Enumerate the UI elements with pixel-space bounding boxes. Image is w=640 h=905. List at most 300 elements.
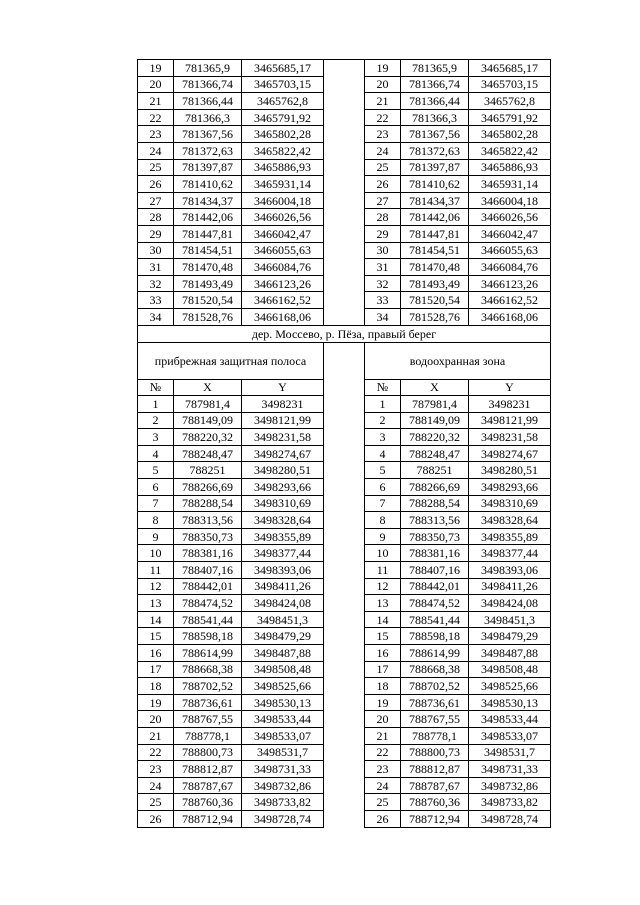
left-point-number: 4 xyxy=(138,445,174,462)
right-header-number: № xyxy=(365,379,401,396)
table-row xyxy=(138,761,551,778)
right-coord-y: 3465762,8 xyxy=(469,93,551,110)
right-coord-x: 788350,73 xyxy=(401,528,469,545)
left-coord-x: 788787,67 xyxy=(174,777,242,794)
column-gap xyxy=(324,429,365,446)
column-gap xyxy=(324,396,365,413)
right-coord-x: 788668,38 xyxy=(401,661,469,678)
right-coord-y: 3498310,69 xyxy=(469,495,551,512)
right-point-number: 27 xyxy=(365,192,401,209)
column-gap xyxy=(324,479,365,496)
column-gap xyxy=(324,794,365,811)
left-coord-x: 788149,09 xyxy=(174,412,242,429)
left-coord-x: 781528,76 xyxy=(174,308,242,325)
column-gap xyxy=(324,678,365,695)
right-coord-y: 3498728,74 xyxy=(469,810,551,827)
left-point-number: 22 xyxy=(138,109,174,126)
left-coord-y: 3498328,64 xyxy=(242,512,324,529)
right-point-number: 3 xyxy=(365,429,401,446)
column-gap xyxy=(324,242,365,259)
column-gap xyxy=(324,628,365,645)
column-gap xyxy=(324,259,365,276)
right-point-number: 19 xyxy=(365,694,401,711)
right-coord-x: 781470,48 xyxy=(401,259,469,276)
left-coord-x: 788313,56 xyxy=(174,512,242,529)
right-point-number: 9 xyxy=(365,528,401,545)
left-coord-y: 3466042,47 xyxy=(242,225,324,242)
right-point-number: 1 xyxy=(365,396,401,413)
table-row xyxy=(138,578,551,595)
left-coord-x: 788812,87 xyxy=(174,761,242,778)
table-row xyxy=(138,412,551,429)
column-gap xyxy=(324,342,365,379)
right-coord-x: 788407,16 xyxy=(401,562,469,579)
left-coord-x: 781447,81 xyxy=(174,225,242,242)
left-coord-y: 3498732,86 xyxy=(242,777,324,794)
table-row xyxy=(138,611,551,628)
left-point-number: 28 xyxy=(138,209,174,226)
column-gap xyxy=(324,462,365,479)
right-header-x: X xyxy=(401,379,469,396)
right-point-number: 23 xyxy=(365,761,401,778)
left-point-number: 24 xyxy=(138,777,174,794)
right-point-number: 22 xyxy=(365,109,401,126)
right-header-y: Y xyxy=(469,379,551,396)
section-title: дер. Моссево, р. Пёза, правый берег xyxy=(138,325,551,342)
left-header-y: Y xyxy=(242,379,324,396)
right-coord-y: 3498377,44 xyxy=(469,545,551,562)
left-coord-y: 3498310,69 xyxy=(242,495,324,512)
table-row xyxy=(138,678,551,695)
column-gap xyxy=(324,495,365,512)
right-point-number: 14 xyxy=(365,611,401,628)
left-point-number: 26 xyxy=(138,176,174,193)
right-coord-x: 781367,56 xyxy=(401,126,469,143)
table-row xyxy=(138,308,551,325)
right-coord-x: 788800,73 xyxy=(401,744,469,761)
left-coord-y: 3466026,56 xyxy=(242,209,324,226)
left-coord-y: 3498121,99 xyxy=(242,412,324,429)
right-point-number: 2 xyxy=(365,412,401,429)
table-row xyxy=(138,528,551,545)
column-gap xyxy=(324,761,365,778)
right-coord-x: 788474,52 xyxy=(401,595,469,612)
left-coord-x: 788474,52 xyxy=(174,595,242,612)
left-coord-x: 781397,87 xyxy=(174,159,242,176)
left-coord-y: 3498293,66 xyxy=(242,479,324,496)
left-coord-x: 781372,63 xyxy=(174,142,242,159)
right-point-number: 7 xyxy=(365,495,401,512)
right-coord-y: 3466004,18 xyxy=(469,192,551,209)
left-coord-x: 788800,73 xyxy=(174,744,242,761)
column-gap xyxy=(324,209,365,226)
table-row xyxy=(138,810,551,827)
right-coord-x: 788288,54 xyxy=(401,495,469,512)
left-coord-x: 781367,56 xyxy=(174,126,242,143)
column-gap xyxy=(324,810,365,827)
left-point-number: 21 xyxy=(138,93,174,110)
left-coord-x: 781434,37 xyxy=(174,192,242,209)
left-point-number: 18 xyxy=(138,678,174,695)
right-coord-x: 781493,49 xyxy=(401,275,469,292)
left-point-number: 13 xyxy=(138,595,174,612)
left-coord-x: 781366,74 xyxy=(174,76,242,93)
right-coord-y: 3498508,48 xyxy=(469,661,551,678)
column-gap xyxy=(324,275,365,292)
right-coord-x: 781528,76 xyxy=(401,308,469,325)
right-point-number: 31 xyxy=(365,259,401,276)
bottom-rows-group xyxy=(138,396,551,827)
right-coord-y: 3498280,51 xyxy=(469,462,551,479)
table-row xyxy=(138,562,551,579)
left-coord-x: 788266,69 xyxy=(174,479,242,496)
right-coord-y: 3498293,66 xyxy=(469,479,551,496)
right-coord-y: 3498121,99 xyxy=(469,412,551,429)
column-gap xyxy=(324,711,365,728)
left-coord-y: 3465822,42 xyxy=(242,142,324,159)
right-coord-x: 787981,4 xyxy=(401,396,469,413)
column-gap xyxy=(324,60,365,77)
right-coord-y: 3498231,58 xyxy=(469,429,551,446)
table-row xyxy=(138,126,551,143)
column-gap xyxy=(324,159,365,176)
left-point-number: 2 xyxy=(138,412,174,429)
column-header-row xyxy=(138,379,551,396)
left-header-number: № xyxy=(138,379,174,396)
left-point-number: 23 xyxy=(138,126,174,143)
left-coord-y: 3498487,88 xyxy=(242,645,324,662)
right-point-number: 20 xyxy=(365,711,401,728)
left-point-number: 11 xyxy=(138,562,174,579)
left-point-number: 25 xyxy=(138,159,174,176)
left-point-number: 16 xyxy=(138,645,174,662)
column-gap xyxy=(324,595,365,612)
left-point-number: 17 xyxy=(138,661,174,678)
table-row xyxy=(138,711,551,728)
left-point-number: 10 xyxy=(138,545,174,562)
left-coord-y: 3465802,28 xyxy=(242,126,324,143)
right-point-number: 30 xyxy=(365,242,401,259)
column-gap xyxy=(324,562,365,579)
right-coord-x: 788614,99 xyxy=(401,645,469,662)
right-coord-y: 3465931,14 xyxy=(469,176,551,193)
right-point-number: 32 xyxy=(365,275,401,292)
right-point-number: 26 xyxy=(365,810,401,827)
left-coord-y: 3465703,15 xyxy=(242,76,324,93)
left-zone-title: прибрежная защитная полоса xyxy=(138,342,324,379)
left-coord-x: 788350,73 xyxy=(174,528,242,545)
right-coord-y: 3466162,52 xyxy=(469,292,551,309)
right-coord-y: 3498411,26 xyxy=(469,578,551,595)
table-row xyxy=(138,495,551,512)
left-coord-y: 3465931,14 xyxy=(242,176,324,193)
right-coord-y: 3498733,82 xyxy=(469,794,551,811)
table-row xyxy=(138,192,551,209)
column-gap xyxy=(324,308,365,325)
right-coord-x: 781366,3 xyxy=(401,109,469,126)
left-coord-x: 788668,38 xyxy=(174,661,242,678)
right-coord-y: 3498355,89 xyxy=(469,528,551,545)
left-coord-x: 781410,62 xyxy=(174,176,242,193)
table-row xyxy=(138,159,551,176)
right-coord-x: 781366,74 xyxy=(401,76,469,93)
right-point-number: 25 xyxy=(365,159,401,176)
table-row xyxy=(138,259,551,276)
column-gap xyxy=(324,645,365,662)
right-coord-x: 781365,9 xyxy=(401,60,469,77)
left-point-number: 5 xyxy=(138,462,174,479)
left-coord-y: 3498531,7 xyxy=(242,744,324,761)
right-point-number: 24 xyxy=(365,777,401,794)
left-coord-y: 3498731,33 xyxy=(242,761,324,778)
right-coord-x: 788767,55 xyxy=(401,711,469,728)
table-row xyxy=(138,645,551,662)
left-coord-x: 788767,55 xyxy=(174,711,242,728)
left-coord-y: 3498231 xyxy=(242,396,324,413)
table-row xyxy=(138,429,551,446)
right-point-number: 8 xyxy=(365,512,401,529)
table-row xyxy=(138,512,551,529)
coordinates-table xyxy=(137,59,551,828)
right-point-number: 21 xyxy=(365,727,401,744)
right-coord-x: 781447,81 xyxy=(401,225,469,242)
left-point-number: 21 xyxy=(138,727,174,744)
left-coord-y: 3498451,3 xyxy=(242,611,324,628)
left-coord-y: 3498274,67 xyxy=(242,445,324,462)
left-coord-x: 788541,44 xyxy=(174,611,242,628)
column-gap xyxy=(324,176,365,193)
table-row xyxy=(138,545,551,562)
left-coord-y: 3498479,29 xyxy=(242,628,324,645)
right-point-number: 21 xyxy=(365,93,401,110)
right-coord-y: 3466084,76 xyxy=(469,259,551,276)
table-row xyxy=(138,209,551,226)
left-coord-y: 3466123,26 xyxy=(242,275,324,292)
right-coord-x: 781434,37 xyxy=(401,192,469,209)
left-coord-y: 3498533,07 xyxy=(242,727,324,744)
right-coord-x: 781442,06 xyxy=(401,209,469,226)
right-coord-y: 3498451,3 xyxy=(469,611,551,628)
right-coord-y: 3466042,47 xyxy=(469,225,551,242)
right-coord-x: 788541,44 xyxy=(401,611,469,628)
right-coord-y: 3498274,67 xyxy=(469,445,551,462)
right-coord-x: 781520,54 xyxy=(401,292,469,309)
left-coord-y: 3498355,89 xyxy=(242,528,324,545)
left-coord-x: 788442,01 xyxy=(174,578,242,595)
right-coord-x: 788760,36 xyxy=(401,794,469,811)
right-coord-y: 3498533,07 xyxy=(469,727,551,744)
right-coord-y: 3465791,92 xyxy=(469,109,551,126)
left-point-number: 3 xyxy=(138,429,174,446)
left-header-x: X xyxy=(174,379,242,396)
right-coord-y: 3498533,44 xyxy=(469,711,551,728)
left-point-number: 20 xyxy=(138,76,174,93)
column-gap xyxy=(324,292,365,309)
column-gap xyxy=(324,528,365,545)
right-coord-y: 3498328,64 xyxy=(469,512,551,529)
left-coord-x: 781470,48 xyxy=(174,259,242,276)
right-point-number: 28 xyxy=(365,209,401,226)
left-point-number: 19 xyxy=(138,60,174,77)
right-point-number: 26 xyxy=(365,176,401,193)
right-point-number: 34 xyxy=(365,308,401,325)
right-coord-x: 788442,01 xyxy=(401,578,469,595)
left-coord-y: 3466162,52 xyxy=(242,292,324,309)
right-point-number: 22 xyxy=(365,744,401,761)
right-coord-y: 3466055,63 xyxy=(469,242,551,259)
top-rows-group xyxy=(138,60,551,326)
right-coord-x: 788313,56 xyxy=(401,512,469,529)
left-coord-x: 788598,18 xyxy=(174,628,242,645)
left-coord-y: 3498508,48 xyxy=(242,661,324,678)
left-coord-y: 3466055,63 xyxy=(242,242,324,259)
column-gap xyxy=(324,661,365,678)
right-coord-x: 781397,87 xyxy=(401,159,469,176)
right-coord-x: 788778,1 xyxy=(401,727,469,744)
section-header xyxy=(138,325,551,396)
left-point-number: 34 xyxy=(138,308,174,325)
right-point-number: 23 xyxy=(365,126,401,143)
right-coord-y: 3498731,33 xyxy=(469,761,551,778)
left-point-number: 29 xyxy=(138,225,174,242)
left-coord-y: 3498525,66 xyxy=(242,678,324,695)
table-row xyxy=(138,225,551,242)
right-point-number: 17 xyxy=(365,661,401,678)
left-coord-x: 788381,16 xyxy=(174,545,242,562)
right-coord-y: 3466026,56 xyxy=(469,209,551,226)
right-coord-x: 788812,87 xyxy=(401,761,469,778)
right-coord-x: 788381,16 xyxy=(401,545,469,562)
left-point-number: 1 xyxy=(138,396,174,413)
left-coord-x: 787981,4 xyxy=(174,396,242,413)
left-coord-x: 781365,9 xyxy=(174,60,242,77)
left-coord-y: 3465791,92 xyxy=(242,109,324,126)
table-row xyxy=(138,727,551,744)
left-coord-y: 3466004,18 xyxy=(242,192,324,209)
right-point-number: 12 xyxy=(365,578,401,595)
left-point-number: 20 xyxy=(138,711,174,728)
column-gap xyxy=(324,379,365,396)
left-coord-x: 781366,3 xyxy=(174,109,242,126)
table-row xyxy=(138,595,551,612)
left-coord-x: 788614,99 xyxy=(174,645,242,662)
left-point-number: 33 xyxy=(138,292,174,309)
right-point-number: 33 xyxy=(365,292,401,309)
left-point-number: 8 xyxy=(138,512,174,529)
left-point-number: 6 xyxy=(138,479,174,496)
right-coord-x: 781454,51 xyxy=(401,242,469,259)
left-coord-x: 788288,54 xyxy=(174,495,242,512)
left-coord-y: 3466084,76 xyxy=(242,259,324,276)
left-point-number: 19 xyxy=(138,694,174,711)
column-gap xyxy=(324,192,365,209)
right-point-number: 25 xyxy=(365,794,401,811)
column-gap xyxy=(324,445,365,462)
right-coord-x: 788248,47 xyxy=(401,445,469,462)
right-coord-y: 3465822,42 xyxy=(469,142,551,159)
left-coord-x: 788736,61 xyxy=(174,694,242,711)
right-coord-y: 3498531,7 xyxy=(469,744,551,761)
left-coord-y: 3498377,44 xyxy=(242,545,324,562)
left-coord-x: 781520,54 xyxy=(174,292,242,309)
right-coord-y: 3498424,08 xyxy=(469,595,551,612)
column-gap xyxy=(324,545,365,562)
left-coord-y: 3498231,58 xyxy=(242,429,324,446)
right-point-number: 29 xyxy=(365,225,401,242)
right-point-number: 4 xyxy=(365,445,401,462)
right-coord-x: 788251 xyxy=(401,462,469,479)
table-row xyxy=(138,396,551,413)
left-coord-y: 3465762,8 xyxy=(242,93,324,110)
left-coord-x: 781442,06 xyxy=(174,209,242,226)
table-row xyxy=(138,744,551,761)
left-point-number: 27 xyxy=(138,192,174,209)
right-point-number: 10 xyxy=(365,545,401,562)
right-coord-x: 788598,18 xyxy=(401,628,469,645)
table-row xyxy=(138,777,551,794)
right-point-number: 6 xyxy=(365,479,401,496)
left-point-number: 12 xyxy=(138,578,174,595)
right-coord-y: 3498231 xyxy=(469,396,551,413)
left-point-number: 30 xyxy=(138,242,174,259)
column-gap xyxy=(324,76,365,93)
table-row xyxy=(138,292,551,309)
right-coord-x: 788266,69 xyxy=(401,479,469,496)
column-gap xyxy=(324,744,365,761)
left-coord-x: 788702,52 xyxy=(174,678,242,695)
table-row xyxy=(138,628,551,645)
left-coord-x: 788760,36 xyxy=(174,794,242,811)
column-gap xyxy=(324,225,365,242)
table-row xyxy=(138,445,551,462)
column-gap xyxy=(324,142,365,159)
column-gap xyxy=(324,126,365,143)
table-row xyxy=(138,275,551,292)
left-coord-y: 3498411,26 xyxy=(242,578,324,595)
right-coord-y: 3466168,06 xyxy=(469,308,551,325)
left-coord-x: 788778,1 xyxy=(174,727,242,744)
left-coord-x: 788407,16 xyxy=(174,562,242,579)
left-point-number: 32 xyxy=(138,275,174,292)
right-coord-y: 3465886,93 xyxy=(469,159,551,176)
right-coord-x: 781372,63 xyxy=(401,142,469,159)
column-gap xyxy=(324,611,365,628)
left-coord-y: 3465886,93 xyxy=(242,159,324,176)
right-coord-y: 3465703,15 xyxy=(469,76,551,93)
column-gap xyxy=(324,109,365,126)
right-coord-y: 3498479,29 xyxy=(469,628,551,645)
right-coord-x: 781366,44 xyxy=(401,93,469,110)
right-coord-x: 788787,67 xyxy=(401,777,469,794)
left-coord-y: 3498530,13 xyxy=(242,694,324,711)
table-row xyxy=(138,76,551,93)
right-coord-y: 3498530,13 xyxy=(469,694,551,711)
right-coord-y: 3498487,88 xyxy=(469,645,551,662)
left-point-number: 23 xyxy=(138,761,174,778)
right-point-number: 16 xyxy=(365,645,401,662)
right-coord-x: 788220,32 xyxy=(401,429,469,446)
left-coord-y: 3498280,51 xyxy=(242,462,324,479)
right-point-number: 15 xyxy=(365,628,401,645)
left-point-number: 26 xyxy=(138,810,174,827)
right-point-number: 24 xyxy=(365,142,401,159)
left-point-number: 25 xyxy=(138,794,174,811)
left-coord-x: 788712,94 xyxy=(174,810,242,827)
section-title-row xyxy=(138,325,551,342)
left-point-number: 9 xyxy=(138,528,174,545)
column-gap xyxy=(324,694,365,711)
right-coord-x: 788712,94 xyxy=(401,810,469,827)
